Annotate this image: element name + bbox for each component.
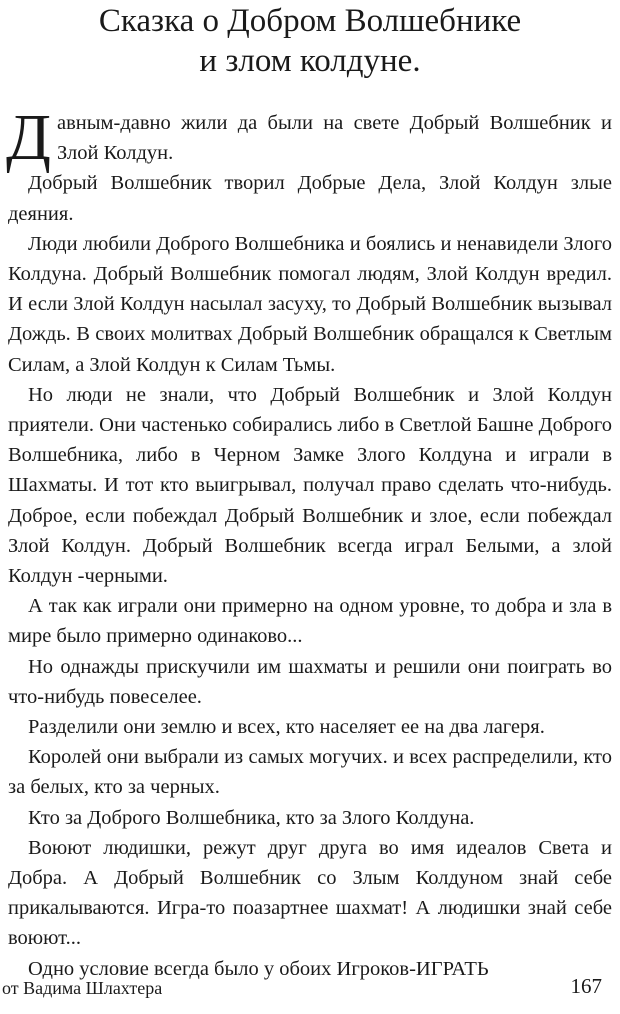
paragraph-6: Но однажды прискучили им шахматы и решили они поиграть во что-нибудь повеселее. [8,655,612,708]
paragraph-1 [6,101,612,174]
page-title-line-2: и злом колдуне. [199,43,421,79]
paragraph-7: Разделили они землю и всех, кто населяет ее на два лагеря. [28,716,545,739]
page-number: 167 [570,974,602,998]
paragraph-1-text: авным-давно жили да были на свете Добрый Волшебник и Злой Колдун. [57,112,612,165]
footer-author: от Вадима Шлахтера [2,978,163,998]
paragraph-10: Воюют людишки, режут друг друга во имя идеалов Света и Добра. А Добрый Волшебник со Злым Колдуном знай себе прикалываются. Игра-то поазартнее шахмат! А людишки знай себе воюют... [8,836,612,950]
paragraph-8: Королей они выбрали из самых могучих. и всех распределили, кто за белых, кто за черных. [8,746,612,799]
story-text [6,101,612,984]
paragraph-4: Но люди не знали, что Добрый Волшебник и Злой Колдун приятели. Они частенько собирались либо в Светлой Башне Доброго Волшебника, либо в Черном Замке Злого Колдуна и играли в Шахматы. И тот кто выигрывал, получал право сделать что-нибудь. Доброе, если побеждал Добрый Волшебник и злое, если побеждал Злой Колдун. Добрый Волшебник всегда играл Белыми, а злой Колдун -черными. [8,383,612,588]
paragraph-11: Одно условие всегда было у обоих Игроков-ИГРАТЬ [28,957,489,980]
page-title-line-1: Сказка о Добром Волшебнике [98,3,522,39]
paragraph-9: Кто за Доброго Волшебника, кто за Злого Колдуна. [28,806,475,829]
paragraph-5: А так как играли они примерно на одном уровне, то добра и зла в мире было примерно одинаково... [8,595,612,648]
paragraph-2: Добрый Волшебник творил Добрые Дела, Злой Колдун злые деяния. [8,172,612,225]
paragraph-3: Люди любили Доброго Волшебника и боялись и ненавидели Злого Колдуна. Добрый Волшебник помогал людям, Злой Колдун вредил. И если Злой Колдун насылал засуху, то Добрый Волшебник вызывал Дождь. В своих молитвах Добрый Волшебник обращался к Светлым Силам, а Злой Колдун к Силам Тьмы. [8,232,612,376]
drop-cap: Д [6,101,52,174]
